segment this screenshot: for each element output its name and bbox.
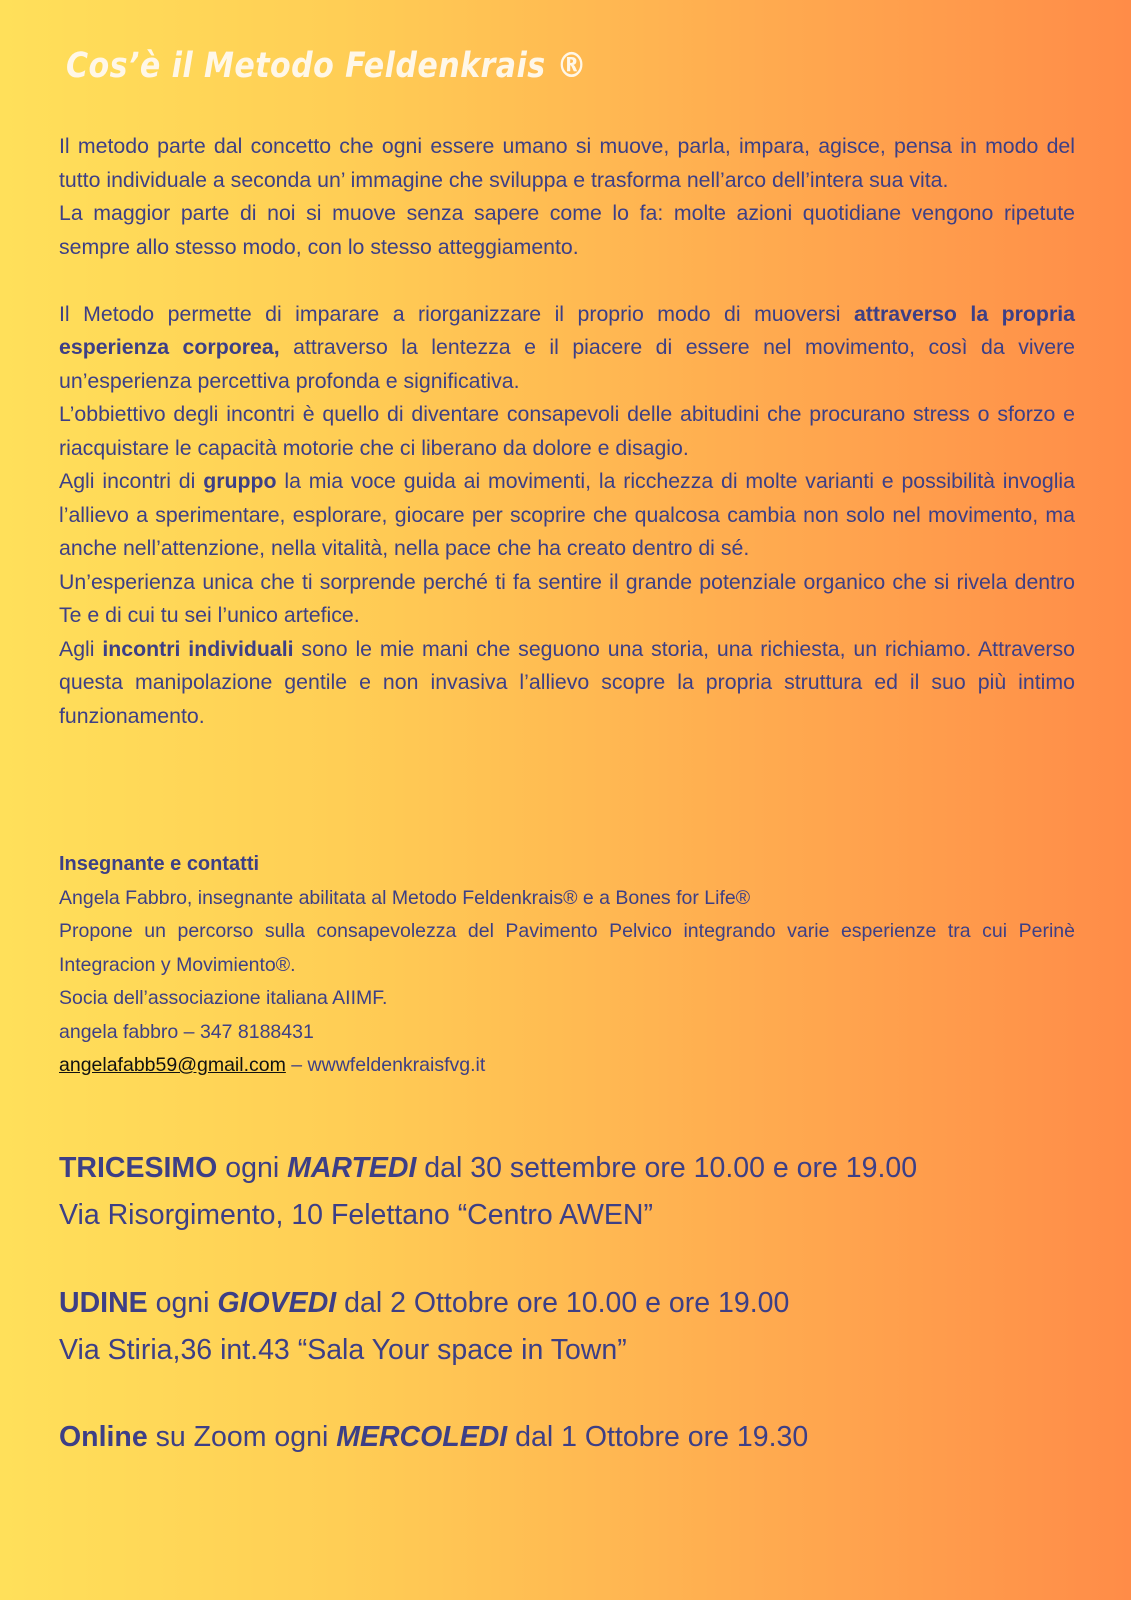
online-time: dal 1 Ottobre ore 19.30	[507, 1421, 809, 1453]
method-text-bold: attraverso la propria esperienza corporea,	[59, 301, 1075, 359]
tricesimo-day: MARTEDI	[287, 1152, 417, 1184]
paragraph-group	[59, 465, 1075, 566]
contacts-section	[59, 848, 1075, 1083]
method-text-end: attraverso la lentezza e il piacere di essere nel movimento, così da vivere un’esperienza percettiva profonda e significativa.	[59, 335, 1076, 393]
website-text: – wwwfeldenkraisfvg.it	[285, 1054, 486, 1076]
teacher-line: Angela Fabbro, insegnante abilitata al Metodo Feldenkrais® e a Bones for Life®	[59, 886, 751, 909]
online-label: Online	[59, 1421, 148, 1453]
paragraph-method	[59, 298, 1075, 399]
tricesimo-city: TRICESIMO	[59, 1152, 218, 1184]
udine-time: dal 2 Ottobre ore 10.00 e ore 19.00	[336, 1287, 790, 1319]
page-title: Cos’è il Metodo Feldenkrais ®	[66, 46, 588, 86]
group-text-bold: gruppo	[203, 469, 277, 493]
contacts-heading: Insegnante e contatti	[59, 853, 260, 875]
email-web-line	[59, 1049, 1075, 1083]
description-section	[59, 130, 1075, 733]
paragraph-concept: Il metodo parte dal concetto che ogni essere umano si muove, parla, impara, agisce, pensa in modo del tutto individuale a seconda un’ immagine che sviluppa e trasforma nell’arco dell’intera sua vita.	[59, 134, 1075, 192]
paragraph-habits: La maggior parte di noi si muove senza sapere come lo fa: molte azioni quotidiane vengono ripetute sempre allo stesso modo, con lo stesso atteggiamento.	[59, 201, 1075, 259]
course-line: Propone un percorso sulla consapevolezza del Pavimento Pelvico integrando varie esperienze tra cui Perinè Integracion y Movimiento®.	[59, 920, 1075, 976]
tricesimo-line	[59, 1145, 1091, 1192]
group-text-end: la mia voce guida ai movimenti, la ricchezza di molte varianti e possibilità invoglia l’allievo a sperimentare, esplorare, giocare per scoprire che qualcosa cambia non solo nel movimento, ma anche nell’attenzione, nella vitalità, nella pace che ha creato dentro di sé.	[59, 469, 1075, 560]
individual-text-bold: incontri individuali	[102, 636, 294, 661]
association-line: Socia dell’associazione italiana AIIMF.	[59, 987, 388, 1009]
tricesimo-every: ogni	[217, 1152, 288, 1184]
paragraph-experience: Un’esperienza unica che ti sorprende perché ti fa sentire il grande potenziale organico che si rivela dentro Te e di cui tu sei l’unico artefice.	[59, 569, 1075, 627]
udine-city: UDINE	[59, 1287, 148, 1319]
paragraph-objective: L’obbiettivo degli incontri è quello di diventare consapevoli delle abitudini che procurano stress o sforzo e riacquistare le capacità motorie che ci liberano da dolore e disagio.	[59, 402, 1075, 460]
online-line	[59, 1414, 1091, 1461]
udine-line	[59, 1280, 1091, 1327]
tricesimo-time: dal 30 settembre ore 10.00 e ore 19.00	[416, 1152, 918, 1184]
udine-every: ogni	[147, 1287, 218, 1319]
phone-line: angela fabbro – 347 8188431	[59, 1020, 314, 1043]
email-link[interactable]: angelafabb59@gmail.com	[59, 1054, 286, 1076]
paragraph-individual	[59, 633, 1075, 734]
online-every: su Zoom ogni	[147, 1421, 337, 1453]
schedule-online	[59, 1414, 1091, 1461]
udine-day: GIOVEDI	[217, 1287, 337, 1319]
individual-text-end: sono le mie mani che seguono una storia, una richiesta, un richiamo. Attraverso questa manipolazione gentile e non invasiva l’allievo scopre la propria struttura ed il suo più intimo funzionamento.	[59, 636, 1075, 728]
paragraph-gap	[59, 264, 1075, 298]
online-day: MERCOLEDI	[336, 1421, 508, 1453]
schedule-udine	[59, 1280, 1091, 1374]
udine-address: Via Stiria,36 int.43 “Sala Your space in Town”	[59, 1334, 627, 1366]
tricesimo-address: Via Risorgimento, 10 Felettano “Centro AWEN”	[59, 1199, 654, 1231]
individual-text-start: Agli	[59, 636, 103, 661]
method-text-start: Il Metodo permette di imparare a riorganizzare il proprio modo di muoversi	[59, 301, 854, 326]
group-text-start: Agli incontri di	[59, 469, 204, 493]
schedule-tricesimo	[59, 1145, 1091, 1239]
